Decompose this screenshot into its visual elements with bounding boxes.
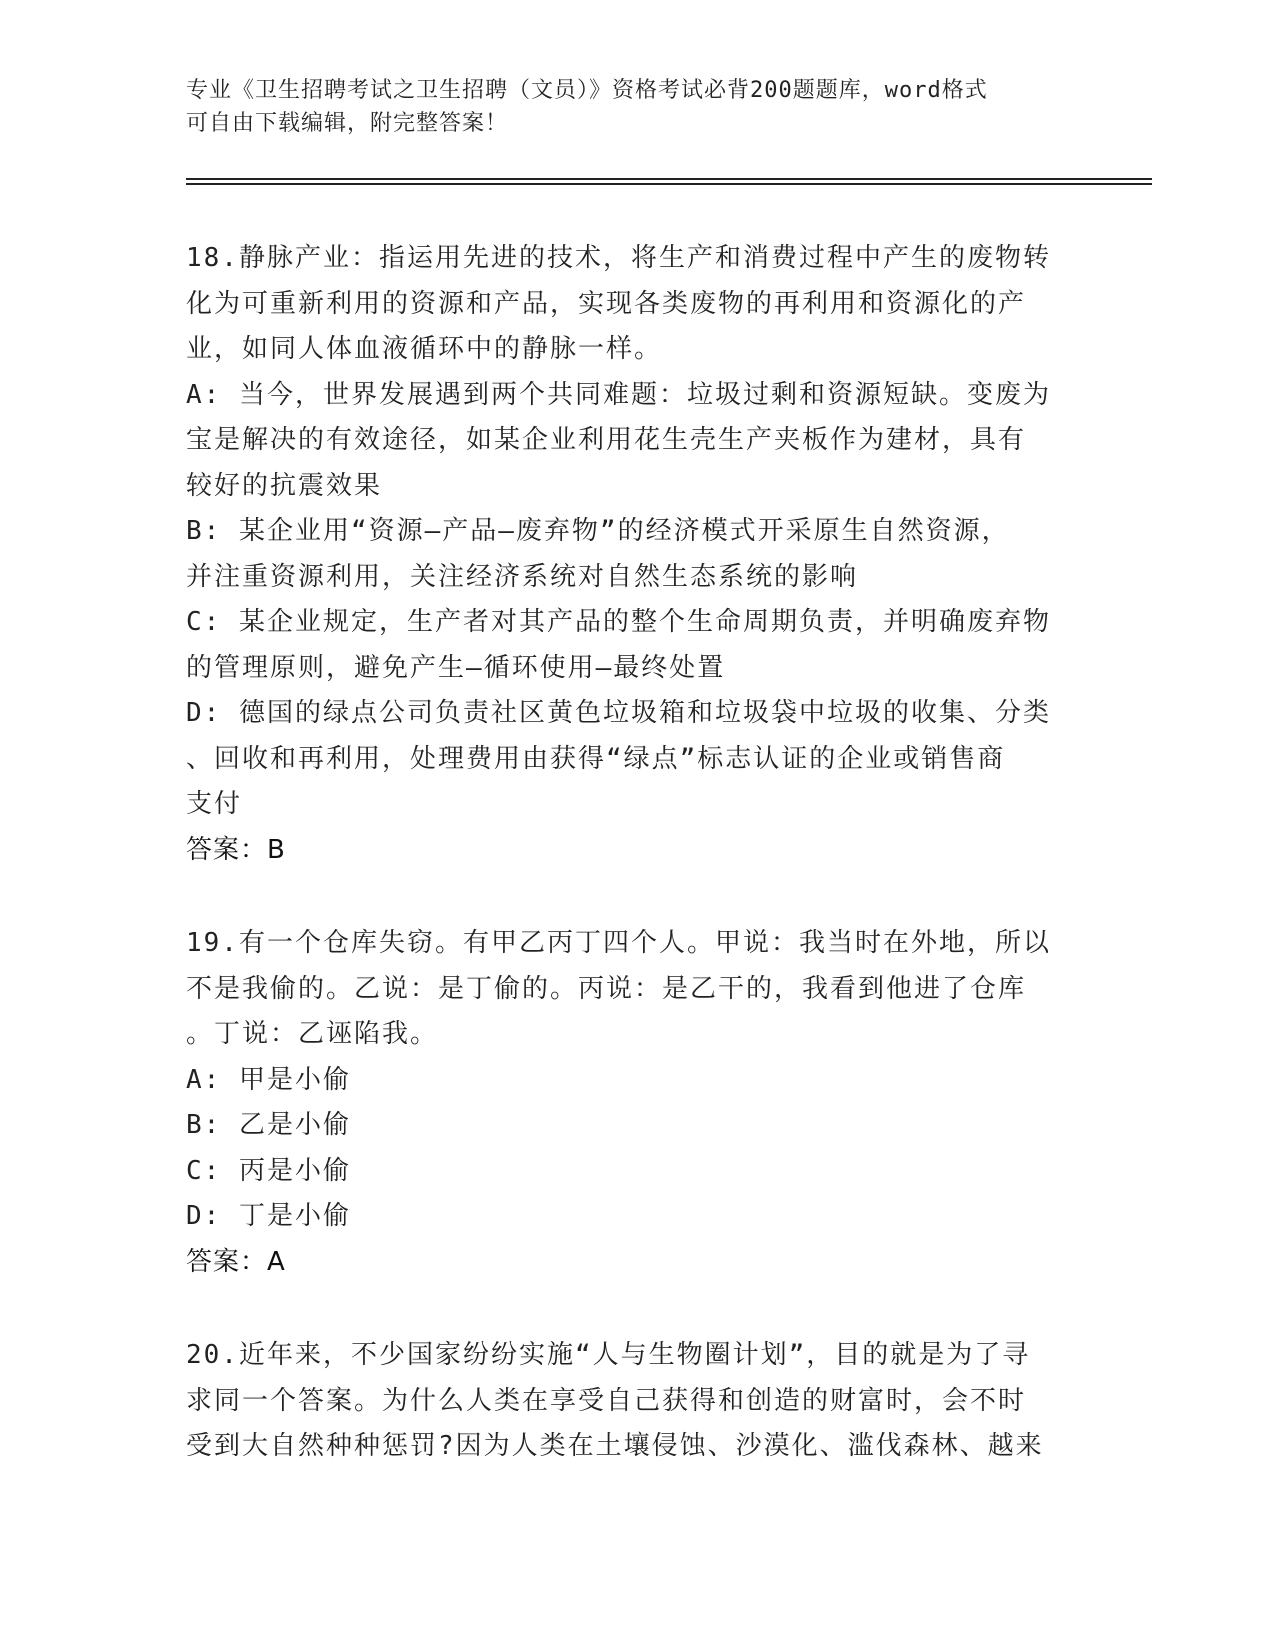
option-a-line: A: 当今，世界发展遇到两个共同难题：垃圾过剩和资源短缺。变废为 xyxy=(186,379,1051,410)
answer-label: 答案：B xyxy=(186,834,286,865)
question-18 xyxy=(186,236,1066,873)
question-list xyxy=(186,236,1066,1518)
option-d-line: 、回收和再利用，处理费用由获得“绿点”标志认证的企业或销售商 xyxy=(186,743,1006,774)
answer-label: 答案：A xyxy=(186,1246,286,1277)
header-line-2: 可自由下载编辑，附完整答案！ xyxy=(186,111,509,136)
option-d-line: D: 丁是小偷 xyxy=(186,1201,351,1231)
document-header xyxy=(186,74,1066,140)
option-c-line: C: 丙是小偷 xyxy=(186,1155,351,1186)
option-c-line: 的管理原则，避免产生—循环使用—最终处置 xyxy=(186,652,726,683)
option-a-line: 宝是解决的有效途径，如某企业利用花生壳生产夹板作为建材，具有 xyxy=(186,425,1027,455)
option-a-line: A: 甲是小偷 xyxy=(186,1064,351,1095)
header-line-1: 专业《卫生招聘考试之卫生招聘（文员）》资格考试必背200题题库，word格式 xyxy=(186,78,988,103)
option-b-line: 并注重资源利用，关注经济系统对自然生态系统的影响 xyxy=(186,561,859,592)
question-text-line: 求同一个答案。为什么人类在享受自己获得和创造的财富时，会不时 xyxy=(186,1385,1027,1416)
question-20 xyxy=(186,1333,1066,1470)
header-divider-top xyxy=(186,178,1152,180)
option-b-line: B: 乙是小偷 xyxy=(186,1110,351,1140)
option-b-line: B: 某企业用“资源—产品—废弃物”的经济模式开采原生自然资源， xyxy=(186,516,1010,546)
question-text-line: 19.有一个仓库失窃。有甲乙丙丁四个人。甲说：我当时在外地，所以 xyxy=(186,928,1051,958)
question-text-line: 18.静脉产业：指运用先进的技术，将生产和消费过程中产生的废物转 xyxy=(186,243,1051,273)
question-text-line: 20.近年来，不少国家纷纷实施“人与生物圈计划”，目的就是为了寻 xyxy=(186,1340,1031,1370)
question-text-line: 不是我偷的。乙说：是丁偷的。丙说：是乙干的，我看到他进了仓库 xyxy=(186,973,1027,1004)
question-text-line: 。丁说：乙诬陷我。 xyxy=(186,1019,439,1049)
option-a-line: 较好的抗震效果 xyxy=(186,470,383,501)
question-19 xyxy=(186,921,1066,1285)
question-text-line: 业，如同人体血液循环中的静脉一样。 xyxy=(186,334,663,364)
option-d-line: D: 德国的绿点公司负责社区黄色垃圾箱和垃圾袋中垃圾的收集、分类 xyxy=(186,698,1051,728)
question-text-line: 化为可重新利用的资源和产品，实现各类废物的再利用和资源化的产 xyxy=(186,288,1027,319)
option-d-line: 支付 xyxy=(186,789,243,819)
option-c-line: C: 某企业规定，生产者对其产品的整个生命周期负责，并明确废弃物 xyxy=(186,607,1051,637)
header-divider-bottom xyxy=(186,183,1152,185)
question-text-line: 受到大自然种种惩罚?因为人类在土壤侵蚀、沙漠化、滥伐森林、越来 xyxy=(186,1431,1044,1461)
